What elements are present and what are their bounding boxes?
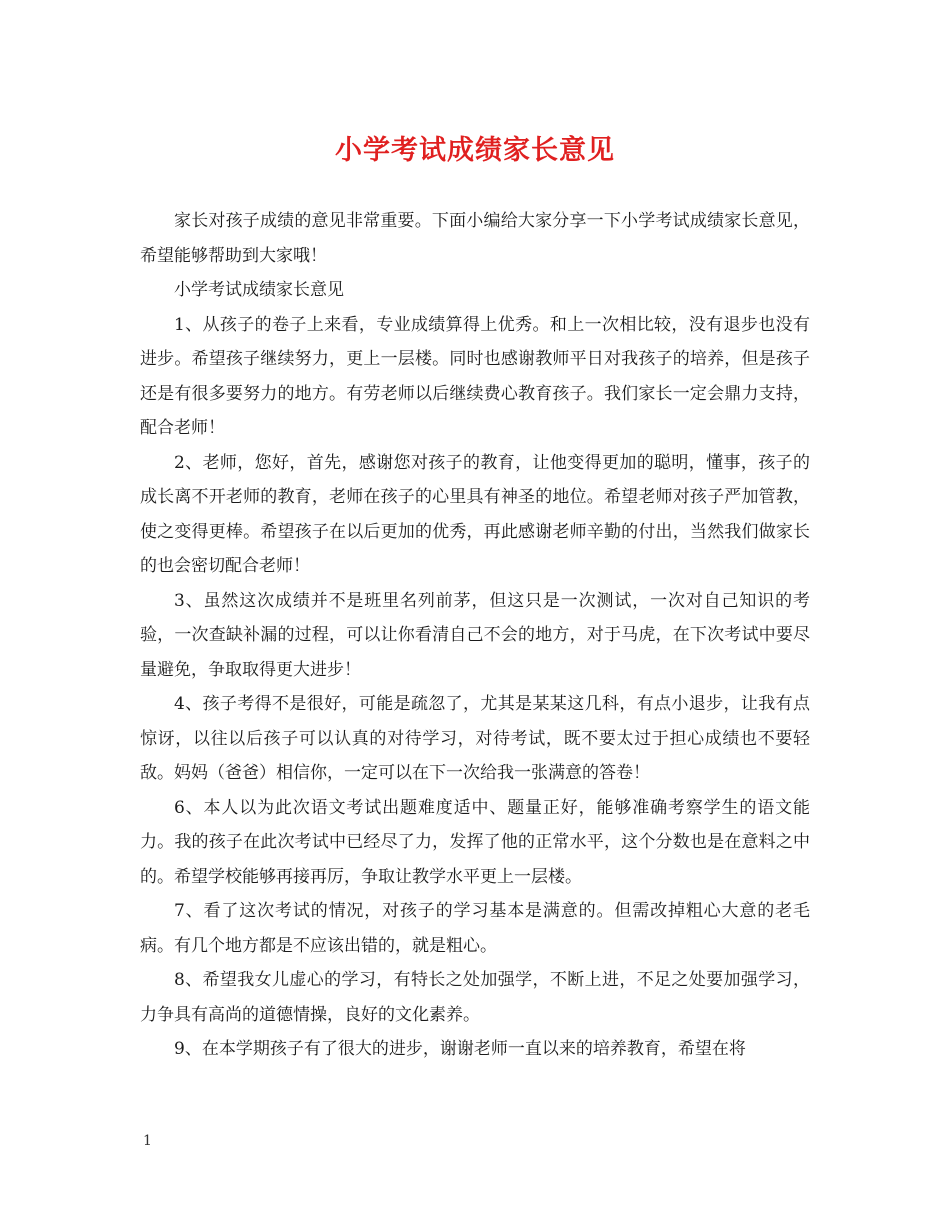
opinion-paragraph-7: 7、看了这次考试的情况，对孩子的学习基本是满意的。但需改掉粗心大意的老毛病。有几个地方都是不应该出错的，就是粗心。 — [140, 901, 810, 956]
page-number: 1 — [143, 1133, 152, 1149]
document-title: 小学考试成绩家长意见 — [335, 135, 615, 166]
opinion-paragraph-9: 9、在本学期孩子有了很大的进步，谢谢老师一直以来的培养教育，希望在将 — [174, 1039, 746, 1059]
intro-paragraph: 家长对孩子成绩的意见非常重要。下面小编给大家分享一下小学考试成绩家长意见，希望能够帮助到大家哦！ — [140, 211, 810, 266]
opinion-paragraph-3: 3、虽然这次成绩并不是班里名列前茅，但这只是一次测试，一次对自己知识的考验，一次查缺补漏的过程，可以让你看清自己不会的地方，对于马虎，在下次考试中要尽量避免，争取取得更大进步！ — [140, 590, 810, 680]
document-body — [140, 204, 810, 1067]
opinion-paragraph-2: 2、老师，您好，首先，感谢您对孩子的教育，让他变得更加的聪明，懂事，孩子的成长离不开老师的教育，老师在孩子的心里具有神圣的地位。希望老师对孩子严加管教，使之变得更棒。希望孩子在以后更加的优秀，再此感谢老师辛勤的付出，当然我们做家长的也会密切配合老师！ — [140, 452, 810, 576]
opinion-paragraph-4: 4、孩子考得不是很好，可能是疏忽了，尤其是某某这几科，有点小退步，让我有点惊讶，以往以后孩子可以认真的对待学习，对待考试，既不要太过于担心成绩也不要轻敌。妈妈（爸爸）相信你，一定可以在下一次给我一张满意的答卷！ — [140, 694, 810, 783]
section-heading: 小学考试成绩家长意见 — [174, 280, 344, 300]
opinion-paragraph-1: 1、从孩子的卷子上来看，专业成绩算得上优秀。和上一次相比较，没有退步也没有进步。希望孩子继续努力，更上一层楼。同时也感谢教师平日对我孩子的培养，但是孩子还是有很多要努力的地方。有劳老师以后继续费心教育孩子。我们家长一定会鼎力支持，配合老师！ — [140, 314, 810, 438]
opinion-paragraph-6: 6、本人以为此次语文考试出题难度适中、题量正好，能够准确考察学生的语文能力。我的孩子在此次考试中已经尽了力，发挥了他的正常水平，这个分数也是在意料之中的。希望学校能够再接再厉，争取让教学水平更上一层楼。 — [140, 797, 810, 887]
opinion-paragraph-8: 8、希望我女儿虚心的学习，有特长之处加强学，不断上进，不足之处要加强学习，力争具有高尚的道德情操，良好的文化素养。 — [140, 970, 810, 1025]
